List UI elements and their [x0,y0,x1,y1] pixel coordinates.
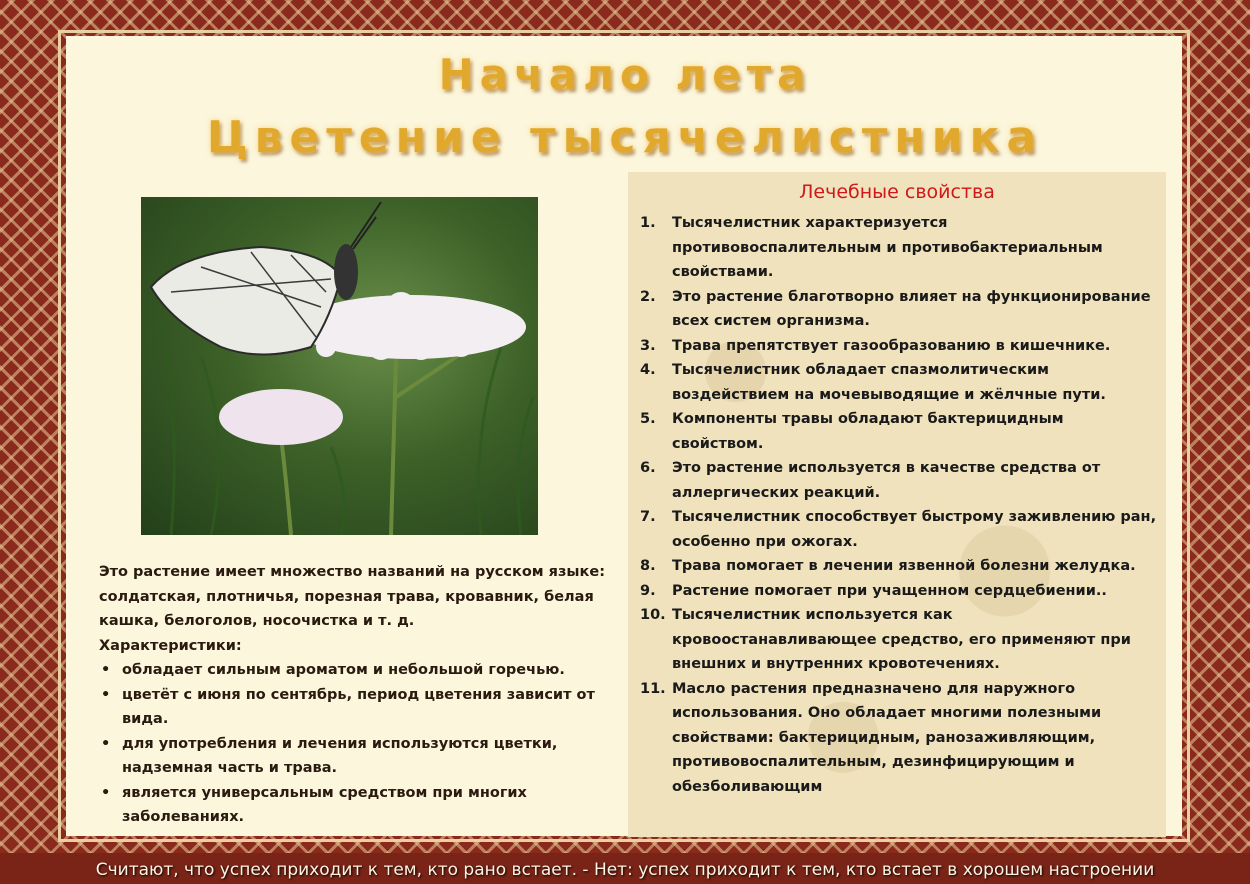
item-text: Тысячелистник характеризуется противовоспалительным и противобактериальным свойствами. [672,215,1103,280]
names-paragraph: Это растение имеет множество названий на русском языке: солдатская, плотничья, порезная трава, кровавник, белая кашка, белоголов, носочистка и т. д. [99,564,605,629]
list-item [640,456,1160,505]
characteristics-label: Характеристики: [99,637,242,654]
item-text: Трава помогает в лечении язвенной болезни желудка. [672,558,1136,574]
list-item: • является универсальным средством при многих заболеваниях. [99,781,609,830]
description-block [99,560,609,830]
list-item [640,407,1160,456]
properties-list [640,211,1160,799]
item-number: 7. [640,509,656,525]
butterfly-on-yarrow-photo [141,197,538,535]
list-item [640,505,1160,554]
item-number: 5. [640,411,656,427]
list-item [640,211,1160,285]
item-number: 10. [640,607,666,623]
page-title: Начало лета [438,50,812,99]
item-text: Тысячелистник способствует быстрому заживлению ран, особенно при ожогах. [672,509,1157,550]
item-text: Тысячелистник обладает спазмолитическим воздействием на мочевыводящие и жёлчные пути. [672,362,1106,403]
list-item [640,579,1160,604]
item-text: Трава препятствует газообразованию в кишечнике. [672,337,1111,354]
properties-heading: Лечебные свойства [799,181,995,203]
list-item [640,554,1160,579]
list-item: • цветёт с июня по сентябрь, период цветения зависит от вида. [99,683,609,732]
list-item: • для употребления и лечения используются цветки, надземная часть и трава. [99,732,609,781]
item-text: Это растение благотворно влияет на функционирование всех систем организма. [672,288,1151,329]
footer-quote: Считают, что успех приходит к тем, кто рано встает. - Нет: успех приходит к тем, кто встает в хорошем настроении [95,860,1155,880]
item-number: 11. [640,680,666,697]
item-text: Это растение используется в качестве средства от аллергических реакций. [672,460,1101,501]
list-item [640,358,1160,407]
list-item [640,285,1160,334]
item-number: 3. [640,337,656,354]
list-item [640,677,1160,800]
yarrow-flower-small [219,389,343,445]
item-number: 6. [640,460,656,476]
characteristics-list [99,658,609,830]
item-text: Растение помогает при учащенном сердцебиении.. [672,582,1107,599]
item-number: 8. [640,558,656,574]
page-subtitle: Цветение тысячелистника [206,112,1044,163]
item-text: Компоненты травы обладают бактерицидным свойством. [672,411,1064,452]
list-item [640,334,1160,359]
item-text: Масло растения предназначено для наружного использования. Оно обладает многими полезными свойствами: бактерицидным, ранозаживляющим, противовоспалительным, дезинфицирующим и обезболивающим [672,680,1102,795]
item-number: 9. [640,582,656,599]
list-item [640,603,1160,677]
list-item: • обладает сильным ароматом и небольшой горечью. [99,658,609,683]
item-number: 4. [640,362,656,378]
item-number: 1. [640,215,656,231]
item-number: 2. [640,288,656,305]
item-text: Тысячелистник используется как кровоостанавливающее средство, его применяют при внешних и внутренних кровотечениях. [672,607,1131,672]
